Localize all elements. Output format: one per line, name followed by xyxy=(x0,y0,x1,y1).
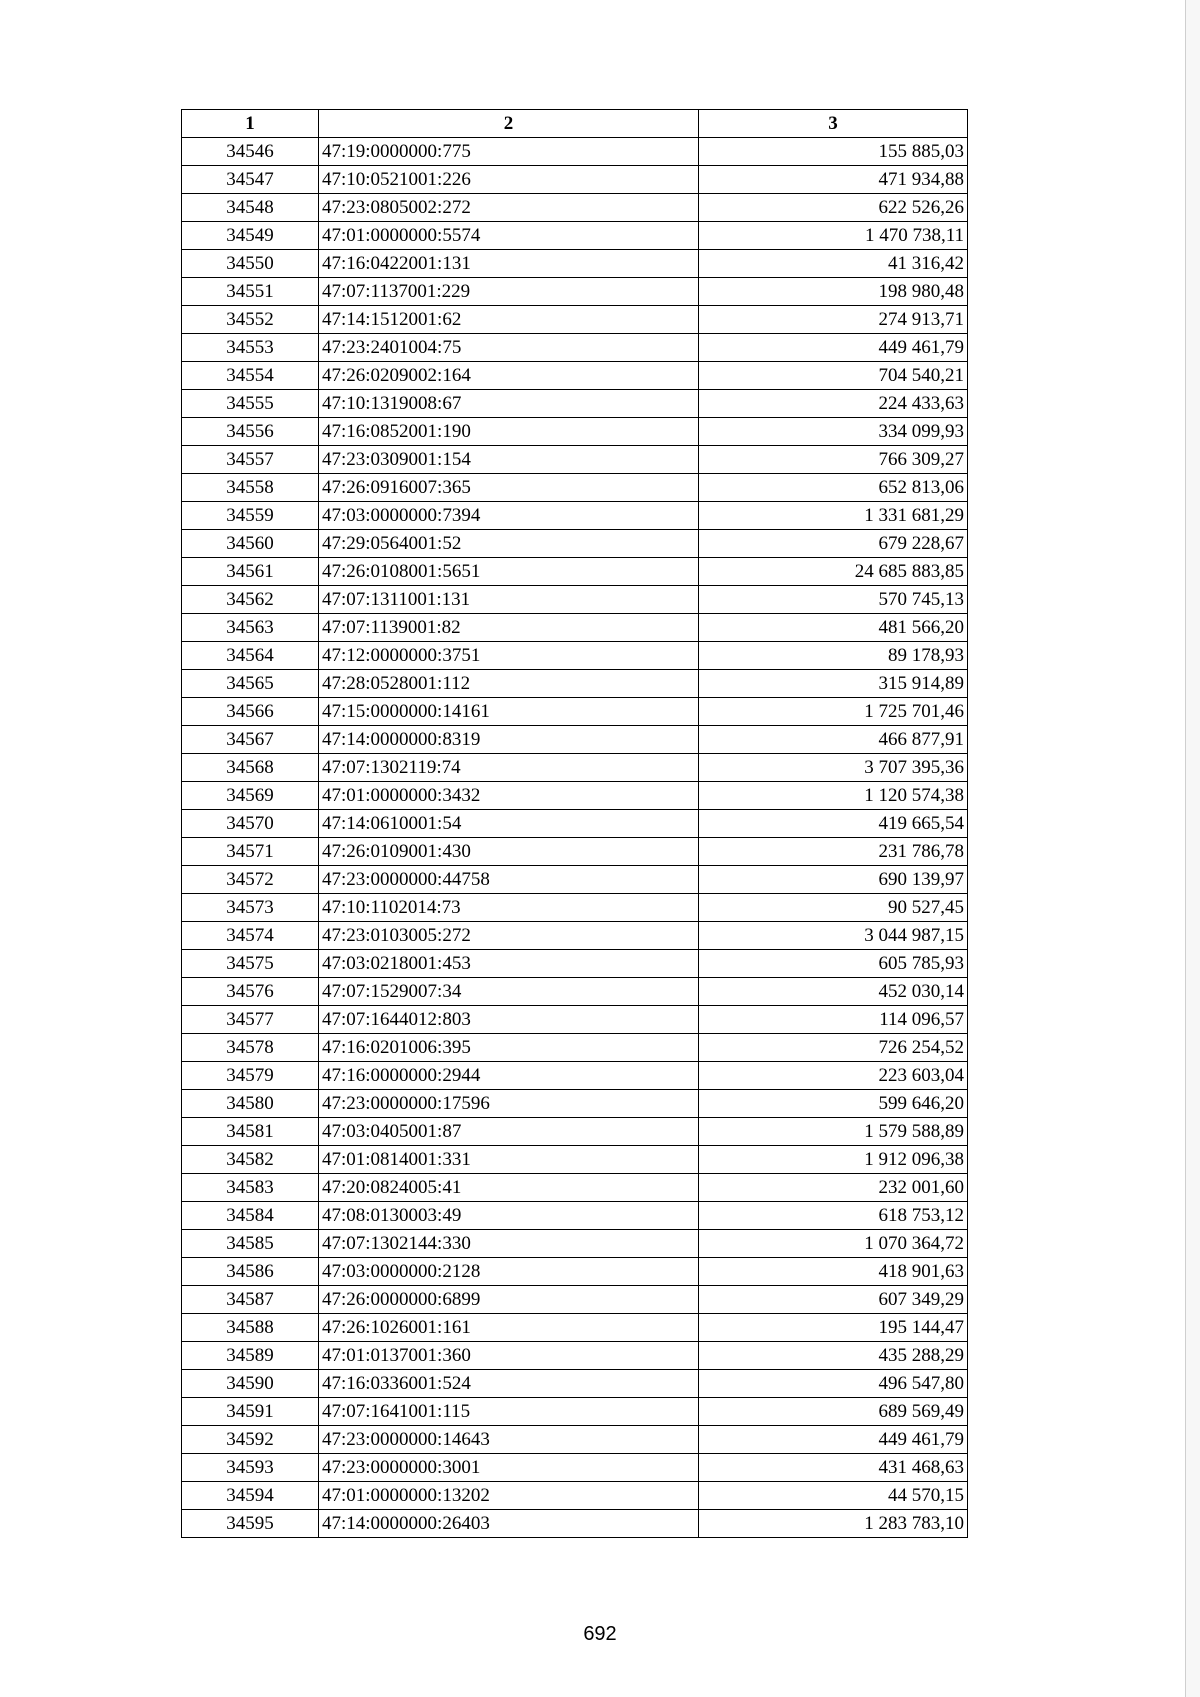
cadastral-number-cell: 47:01:0000000:3432 xyxy=(319,782,699,810)
row-number-cell: 34583 xyxy=(182,1174,319,1202)
cadastral-number-cell: 47:23:0000000:3001 xyxy=(319,1454,699,1482)
row-number-cell: 34569 xyxy=(182,782,319,810)
cadastral-number-cell: 47:10:0521001:226 xyxy=(319,166,699,194)
table-row xyxy=(182,1482,968,1510)
table-row xyxy=(182,950,968,978)
row-number-cell: 34581 xyxy=(182,1118,319,1146)
value-cell: 471 934,88 xyxy=(699,166,968,194)
row-number-cell: 34558 xyxy=(182,474,319,502)
table-row xyxy=(182,418,968,446)
header-cell-3: 3 xyxy=(699,110,968,138)
table-row xyxy=(182,1174,968,1202)
cadastral-number-cell: 47:29:0564001:52 xyxy=(319,530,699,558)
header-cell-2: 2 xyxy=(319,110,699,138)
table-row xyxy=(182,978,968,1006)
row-number-cell: 34568 xyxy=(182,754,319,782)
value-cell: 231 786,78 xyxy=(699,838,968,866)
table-row xyxy=(182,362,968,390)
value-cell: 652 813,06 xyxy=(699,474,968,502)
table-row xyxy=(182,250,968,278)
table-row xyxy=(182,1426,968,1454)
header-row xyxy=(182,110,968,138)
table-row xyxy=(182,894,968,922)
row-number-cell: 34561 xyxy=(182,558,319,586)
cadastral-number-cell: 47:23:0000000:14643 xyxy=(319,1426,699,1454)
row-number-cell: 34587 xyxy=(182,1286,319,1314)
row-number-cell: 34554 xyxy=(182,362,319,390)
cadastral-number-cell: 47:14:1512001:62 xyxy=(319,306,699,334)
table-row xyxy=(182,1090,968,1118)
value-cell: 232 001,60 xyxy=(699,1174,968,1202)
cadastral-number-cell: 47:26:0000000:6899 xyxy=(319,1286,699,1314)
table-row xyxy=(182,782,968,810)
value-cell: 496 547,80 xyxy=(699,1370,968,1398)
cadastral-number-cell: 47:26:0109001:430 xyxy=(319,838,699,866)
value-cell: 1 120 574,38 xyxy=(699,782,968,810)
cadastral-number-cell: 47:26:0916007:365 xyxy=(319,474,699,502)
cadastral-number-cell: 47:16:0422001:131 xyxy=(319,250,699,278)
cadastral-number-cell: 47:23:2401004:75 xyxy=(319,334,699,362)
value-cell: 1 283 783,10 xyxy=(699,1510,968,1538)
cadastral-number-cell: 47:23:0805002:272 xyxy=(319,194,699,222)
value-cell: 1 331 681,29 xyxy=(699,502,968,530)
table-row xyxy=(182,390,968,418)
row-number-cell: 34548 xyxy=(182,194,319,222)
table-row xyxy=(182,1342,968,1370)
row-number-cell: 34590 xyxy=(182,1370,319,1398)
value-cell: 1 579 588,89 xyxy=(699,1118,968,1146)
value-cell: 3 044 987,15 xyxy=(699,922,968,950)
row-number-cell: 34586 xyxy=(182,1258,319,1286)
cadastral-number-cell: 47:19:0000000:775 xyxy=(319,138,699,166)
value-cell: 481 566,20 xyxy=(699,614,968,642)
table-row xyxy=(182,866,968,894)
cadastral-number-cell: 47:16:0336001:524 xyxy=(319,1370,699,1398)
row-number-cell: 34570 xyxy=(182,810,319,838)
table-row xyxy=(182,194,968,222)
row-number-cell: 34582 xyxy=(182,1146,319,1174)
cadastral-number-cell: 47:03:0218001:453 xyxy=(319,950,699,978)
table-row xyxy=(182,670,968,698)
cadastral-number-cell: 47:01:0000000:5574 xyxy=(319,222,699,250)
row-number-cell: 34593 xyxy=(182,1454,319,1482)
row-number-cell: 34549 xyxy=(182,222,319,250)
data-table xyxy=(181,109,968,1538)
row-number-cell: 34595 xyxy=(182,1510,319,1538)
value-cell: 599 646,20 xyxy=(699,1090,968,1118)
value-cell: 1 470 738,11 xyxy=(699,222,968,250)
row-number-cell: 34592 xyxy=(182,1426,319,1454)
row-number-cell: 34559 xyxy=(182,502,319,530)
table-row xyxy=(182,306,968,334)
header-cell-1: 1 xyxy=(182,110,319,138)
row-number-cell: 34546 xyxy=(182,138,319,166)
table-row xyxy=(182,1510,968,1538)
cadastral-number-cell: 47:23:0000000:44758 xyxy=(319,866,699,894)
cadastral-number-cell: 47:15:0000000:14161 xyxy=(319,698,699,726)
value-cell: 155 885,03 xyxy=(699,138,968,166)
cadastral-number-cell: 47:01:0000000:13202 xyxy=(319,1482,699,1510)
value-cell: 607 349,29 xyxy=(699,1286,968,1314)
cadastral-number-cell: 47:26:0108001:5651 xyxy=(319,558,699,586)
table-row xyxy=(182,586,968,614)
table-row xyxy=(182,614,968,642)
value-cell: 41 316,42 xyxy=(699,250,968,278)
cadastral-number-cell: 47:07:1139001:82 xyxy=(319,614,699,642)
table-row xyxy=(182,726,968,754)
cadastral-number-cell: 47:12:0000000:3751 xyxy=(319,642,699,670)
row-number-cell: 34584 xyxy=(182,1202,319,1230)
table-row xyxy=(182,1006,968,1034)
value-cell: 466 877,91 xyxy=(699,726,968,754)
cadastral-number-cell: 47:23:0309001:154 xyxy=(319,446,699,474)
row-number-cell: 34578 xyxy=(182,1034,319,1062)
value-cell: 315 914,89 xyxy=(699,670,968,698)
value-cell: 114 096,57 xyxy=(699,1006,968,1034)
table-row xyxy=(182,642,968,670)
row-number-cell: 34551 xyxy=(182,278,319,306)
table-row xyxy=(182,502,968,530)
value-cell: 766 309,27 xyxy=(699,446,968,474)
cadastral-number-cell: 47:16:0852001:190 xyxy=(319,418,699,446)
value-cell: 90 527,45 xyxy=(699,894,968,922)
table-row xyxy=(182,1314,968,1342)
row-number-cell: 34566 xyxy=(182,698,319,726)
table-row xyxy=(182,1118,968,1146)
table-row xyxy=(182,530,968,558)
table-row xyxy=(182,474,968,502)
row-number-cell: 34547 xyxy=(182,166,319,194)
cadastral-number-cell: 47:28:0528001:112 xyxy=(319,670,699,698)
cadastral-number-cell: 47:07:1529007:34 xyxy=(319,978,699,1006)
table-header xyxy=(182,110,968,138)
row-number-cell: 34550 xyxy=(182,250,319,278)
table-row xyxy=(182,1230,968,1258)
table-row xyxy=(182,838,968,866)
table-row xyxy=(182,558,968,586)
value-cell: 198 980,48 xyxy=(699,278,968,306)
value-cell: 334 099,93 xyxy=(699,418,968,446)
row-number-cell: 34557 xyxy=(182,446,319,474)
cadastral-number-cell: 47:01:0137001:360 xyxy=(319,1342,699,1370)
page-edge xyxy=(1185,0,1200,1697)
cadastral-number-cell: 47:10:1102014:73 xyxy=(319,894,699,922)
row-number-cell: 34576 xyxy=(182,978,319,1006)
table-row xyxy=(182,278,968,306)
row-number-cell: 34567 xyxy=(182,726,319,754)
value-cell: 223 603,04 xyxy=(699,1062,968,1090)
page-number: 692 xyxy=(583,1623,617,1645)
cadastral-number-cell: 47:23:0000000:17596 xyxy=(319,1090,699,1118)
cadastral-number-cell: 47:07:1641001:115 xyxy=(319,1398,699,1426)
row-number-cell: 34574 xyxy=(182,922,319,950)
value-cell: 449 461,79 xyxy=(699,1426,968,1454)
row-number-cell: 34588 xyxy=(182,1314,319,1342)
cadastral-number-cell: 47:07:1137001:229 xyxy=(319,278,699,306)
row-number-cell: 34594 xyxy=(182,1482,319,1510)
value-cell: 618 753,12 xyxy=(699,1202,968,1230)
row-number-cell: 34571 xyxy=(182,838,319,866)
row-number-cell: 34585 xyxy=(182,1230,319,1258)
value-cell: 690 139,97 xyxy=(699,866,968,894)
row-number-cell: 34552 xyxy=(182,306,319,334)
cadastral-number-cell: 47:01:0814001:331 xyxy=(319,1146,699,1174)
cadastral-number-cell: 47:10:1319008:67 xyxy=(319,390,699,418)
value-cell: 689 569,49 xyxy=(699,1398,968,1426)
value-cell: 89 178,93 xyxy=(699,642,968,670)
table-body xyxy=(182,138,968,1538)
value-cell: 195 144,47 xyxy=(699,1314,968,1342)
cadastral-number-cell: 47:26:1026001:161 xyxy=(319,1314,699,1342)
row-number-cell: 34553 xyxy=(182,334,319,362)
table-row xyxy=(182,1454,968,1482)
cadastral-number-cell: 47:07:1302119:74 xyxy=(319,754,699,782)
value-cell: 726 254,52 xyxy=(699,1034,968,1062)
cadastral-number-cell: 47:08:0130003:49 xyxy=(319,1202,699,1230)
value-cell: 1 070 364,72 xyxy=(699,1230,968,1258)
cadastral-number-cell: 47:14:0000000:8319 xyxy=(319,726,699,754)
cadastral-number-cell: 47:07:1311001:131 xyxy=(319,586,699,614)
value-cell: 622 526,26 xyxy=(699,194,968,222)
value-cell: 431 468,63 xyxy=(699,1454,968,1482)
row-number-cell: 34577 xyxy=(182,1006,319,1034)
table-row xyxy=(182,1258,968,1286)
value-cell: 1 912 096,38 xyxy=(699,1146,968,1174)
value-cell: 1 725 701,46 xyxy=(699,698,968,726)
value-cell: 704 540,21 xyxy=(699,362,968,390)
table-row xyxy=(182,334,968,362)
table-row xyxy=(182,1034,968,1062)
row-number-cell: 34555 xyxy=(182,390,319,418)
value-cell: 44 570,15 xyxy=(699,1482,968,1510)
row-number-cell: 34560 xyxy=(182,530,319,558)
table-row xyxy=(182,1398,968,1426)
cadastral-number-cell: 47:03:0000000:7394 xyxy=(319,502,699,530)
value-cell: 418 901,63 xyxy=(699,1258,968,1286)
cadastral-number-cell: 47:26:0209002:164 xyxy=(319,362,699,390)
table-row xyxy=(182,222,968,250)
row-number-cell: 34572 xyxy=(182,866,319,894)
value-cell: 3 707 395,36 xyxy=(699,754,968,782)
cadastral-number-cell: 47:23:0103005:272 xyxy=(319,922,699,950)
cadastral-number-cell: 47:14:0000000:26403 xyxy=(319,1510,699,1538)
cadastral-number-cell: 47:07:1302144:330 xyxy=(319,1230,699,1258)
value-cell: 24 685 883,85 xyxy=(699,558,968,586)
row-number-cell: 34575 xyxy=(182,950,319,978)
row-number-cell: 34564 xyxy=(182,642,319,670)
table-row xyxy=(182,1202,968,1230)
table-row xyxy=(182,1146,968,1174)
cadastral-number-cell: 47:14:0610001:54 xyxy=(319,810,699,838)
row-number-cell: 34565 xyxy=(182,670,319,698)
value-cell: 570 745,13 xyxy=(699,586,968,614)
value-cell: 435 288,29 xyxy=(699,1342,968,1370)
cadastral-number-cell: 47:16:0201006:395 xyxy=(319,1034,699,1062)
table-row xyxy=(182,138,968,166)
row-number-cell: 34589 xyxy=(182,1342,319,1370)
cadastral-number-cell: 47:07:1644012:803 xyxy=(319,1006,699,1034)
table-row xyxy=(182,1286,968,1314)
cadastral-number-cell: 47:20:0824005:41 xyxy=(319,1174,699,1202)
value-cell: 605 785,93 xyxy=(699,950,968,978)
value-cell: 452 030,14 xyxy=(699,978,968,1006)
table-row xyxy=(182,754,968,782)
table-row xyxy=(182,922,968,950)
row-number-cell: 34563 xyxy=(182,614,319,642)
cadastral-number-cell: 47:16:0000000:2944 xyxy=(319,1062,699,1090)
value-cell: 419 665,54 xyxy=(699,810,968,838)
table-row xyxy=(182,698,968,726)
row-number-cell: 34579 xyxy=(182,1062,319,1090)
row-number-cell: 34562 xyxy=(182,586,319,614)
row-number-cell: 34591 xyxy=(182,1398,319,1426)
cadastral-number-cell: 47:03:0000000:2128 xyxy=(319,1258,699,1286)
row-number-cell: 34580 xyxy=(182,1090,319,1118)
value-cell: 449 461,79 xyxy=(699,334,968,362)
table-row xyxy=(182,810,968,838)
table-row xyxy=(182,166,968,194)
value-cell: 274 913,71 xyxy=(699,306,968,334)
value-cell: 679 228,67 xyxy=(699,530,968,558)
table-row xyxy=(182,1370,968,1398)
cadastral-number-cell: 47:03:0405001:87 xyxy=(319,1118,699,1146)
row-number-cell: 34573 xyxy=(182,894,319,922)
row-number-cell: 34556 xyxy=(182,418,319,446)
table-row xyxy=(182,1062,968,1090)
value-cell: 224 433,63 xyxy=(699,390,968,418)
table-row xyxy=(182,446,968,474)
